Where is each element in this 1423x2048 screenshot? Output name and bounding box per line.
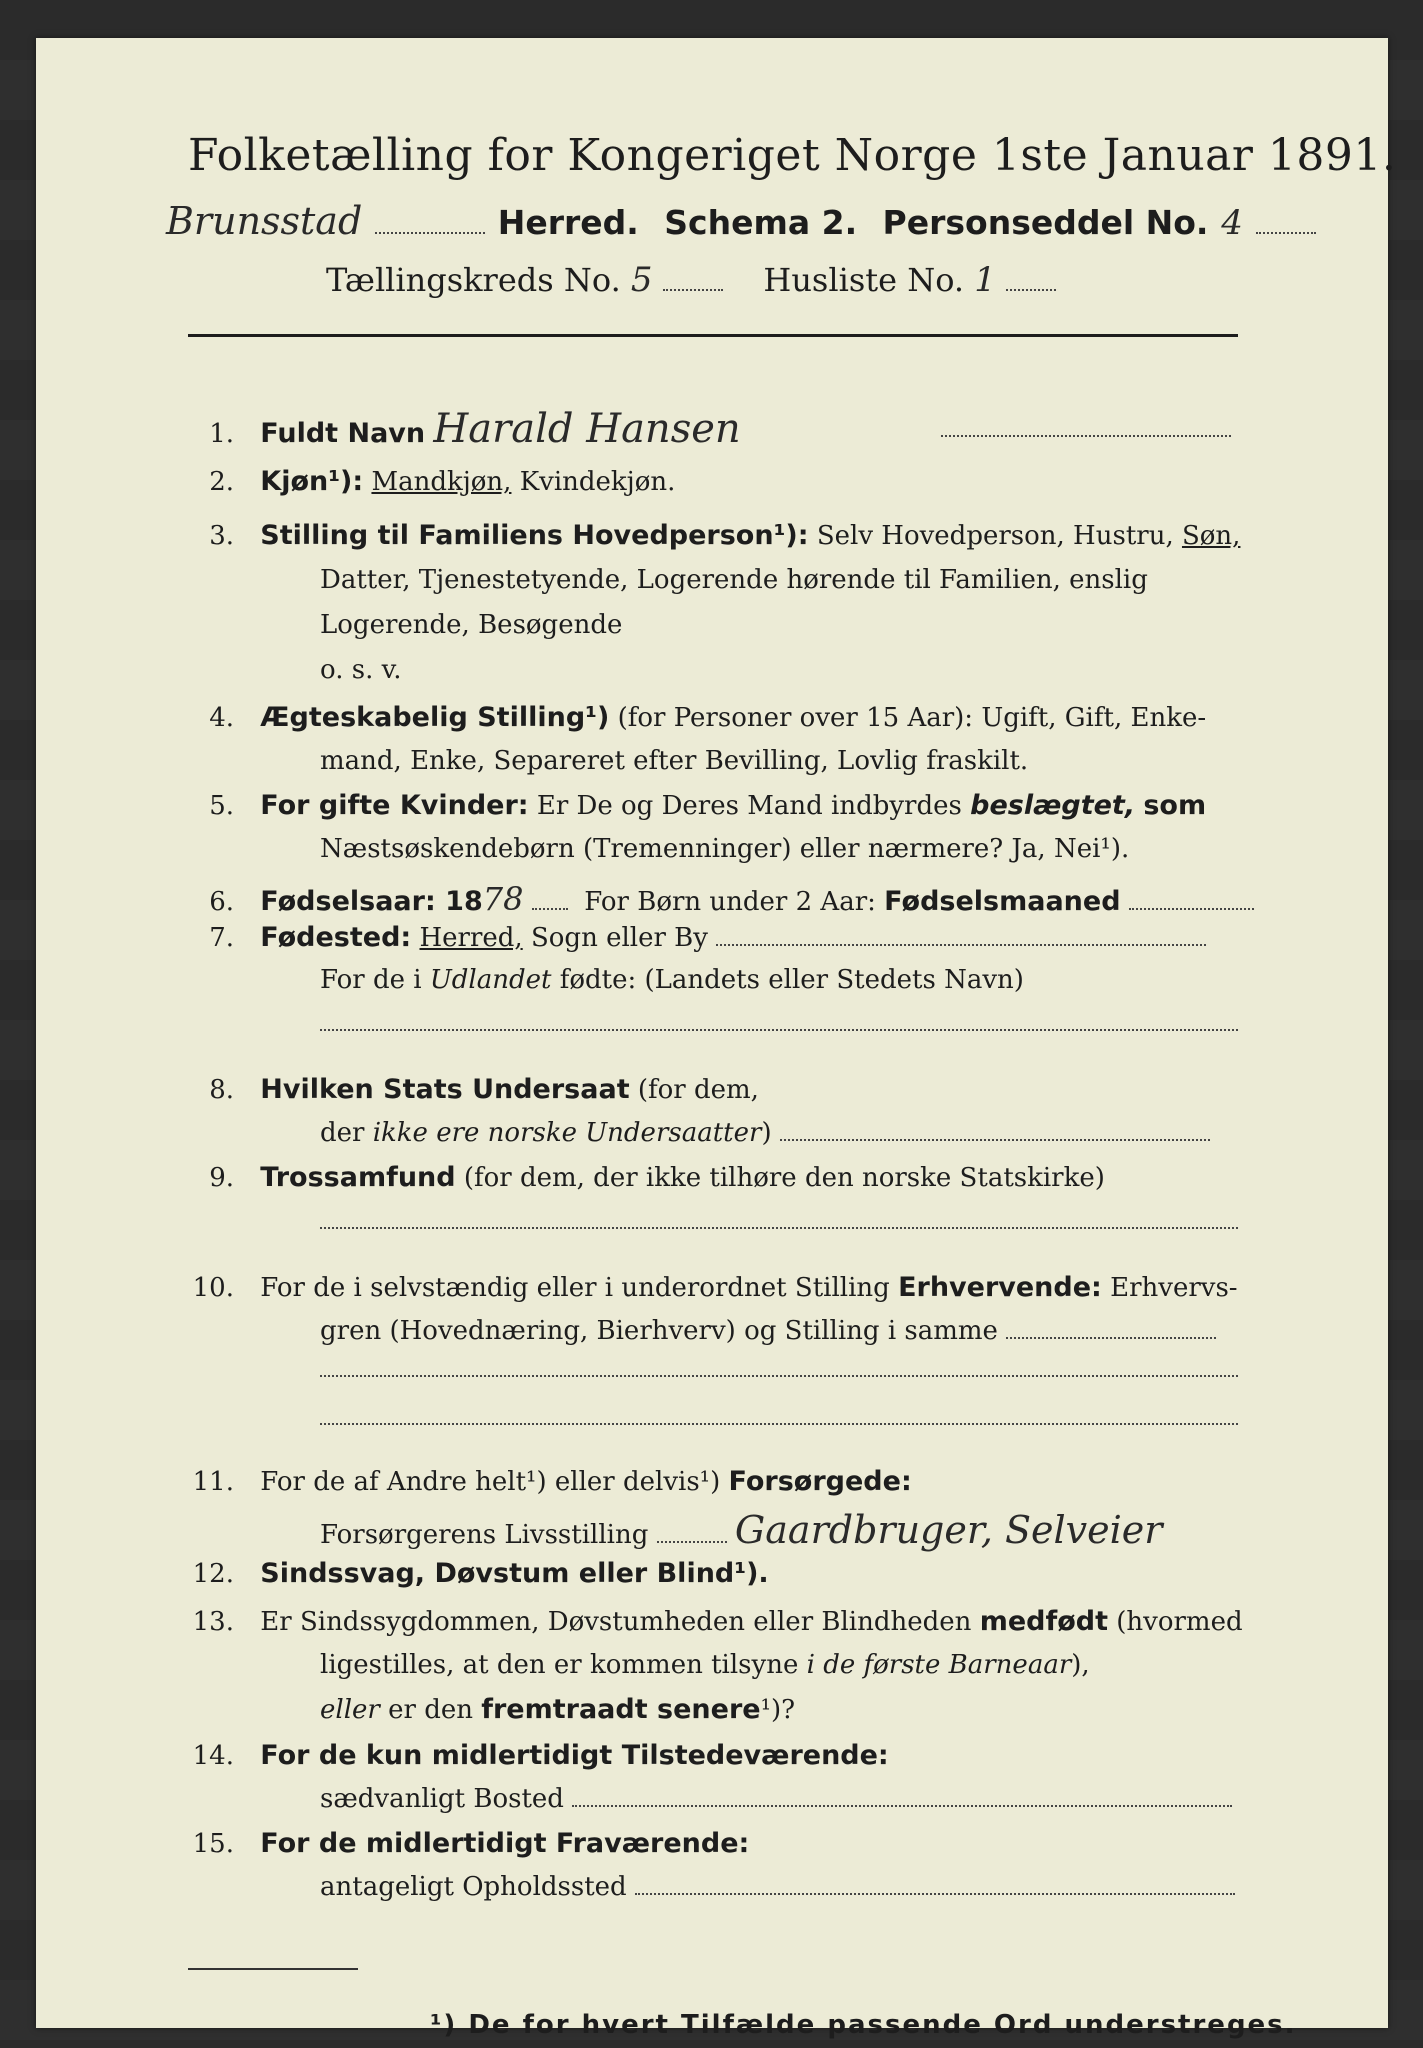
provider-occupation-label: Forsørgerens Livsstilling (320, 1520, 649, 1550)
personseddel-dots (1256, 231, 1316, 234)
birthplace-dots (716, 943, 1206, 946)
full-name-label: Fuldt Navn (260, 418, 426, 449)
item-15 (186, 1828, 749, 1859)
item-6 (186, 880, 1254, 918)
item-7-foreign (320, 965, 1024, 995)
footnote: ¹) De for hvert Tilfælde passende Ord understreges. (430, 2010, 1297, 2040)
item-12 (186, 1558, 769, 1589)
probable-residence-dots (635, 1892, 1235, 1895)
congenital-text-3-end: ¹)? (760, 1695, 796, 1725)
birth-year-dots (532, 907, 568, 910)
foreign-dots (320, 1028, 1238, 1031)
occupation-dots-2 (320, 1374, 1238, 1377)
full-name-dots (941, 434, 1231, 437)
item-14 (186, 1740, 889, 1771)
usual-residence-dots (572, 1804, 1232, 1807)
family-position-options: Selv Hovedperson, Hustru, (816, 521, 1174, 551)
herred-label: Herred. (497, 203, 639, 242)
married-women-question-end: som (1143, 790, 1207, 821)
item-number: 9. (209, 1163, 234, 1193)
husliste-dots (1006, 288, 1056, 291)
citizenship-suffix: ) (761, 1118, 772, 1148)
provider-occupation-value: Gaardbruger, Selveier (734, 1508, 1163, 1552)
occupation-condition-end: Erhvervs- (1110, 1273, 1238, 1303)
marital-status-options: (for Personer over 15 Aar): Ugift, Gift, Enke- (617, 703, 1207, 733)
foreign-prefix: For de i (320, 965, 422, 995)
citizenship-prefix: der (320, 1118, 365, 1148)
item-number: 5. (209, 791, 234, 821)
item-number: 10. (192, 1273, 234, 1303)
congenital-text-2-end: ), (1071, 1650, 1090, 1680)
item-number: 14. (192, 1741, 234, 1771)
family-position-options-2: Datter, Tjenestetyende, Logerende hørende til Familien, enslig (320, 565, 1148, 595)
birthplace-options: Sogn eller By (530, 923, 708, 953)
congenital-question-end: (hvormed (1116, 1607, 1243, 1637)
item-4 (186, 702, 1206, 733)
kreds-dots (663, 288, 723, 291)
family-position-label: Stilling til Familiens Hovedperson¹): (260, 520, 809, 551)
congenital-label: medfødt (979, 1606, 1108, 1637)
married-women-question: Er De og Deres Mand indbyrdes (536, 791, 962, 821)
congenital-text-3: er den (388, 1695, 473, 1725)
item-15-cont (320, 1872, 1235, 1902)
marital-status-label: Ægteskabelig Stilling¹) (260, 702, 610, 733)
item-3 (186, 520, 1240, 551)
form-title: Folketælling for Kongeriget Norge 1ste Januar 1891. (188, 130, 1397, 181)
item-number: 1. (209, 419, 234, 449)
census-form-sheet (36, 38, 1397, 2028)
personseddel-number: 4 (1221, 203, 1243, 243)
family-position-options-3: Logerende, Besøgende (320, 610, 623, 640)
birth-year-label: Fødselsaar: 18 (260, 886, 483, 917)
item-number: 7. (209, 923, 234, 953)
item-number: 13. (192, 1607, 234, 1637)
husliste-label: Husliste No. (763, 261, 965, 299)
kreds-line (326, 260, 1056, 300)
herred-handwritten: Brunsstad (166, 199, 363, 243)
marital-status-options-2: mand, Enke, Separeret efter Bevilling, Lovlig fraskilt. (320, 746, 1029, 776)
supported-condition: For de af Andre helt¹) eller delvis¹) (260, 1467, 721, 1497)
item-7 (186, 922, 1206, 953)
family-position-options-4: o. s. v. (320, 655, 402, 685)
item-number: 12. (192, 1559, 234, 1589)
schema-label: Schema 2. (664, 203, 858, 242)
related-word: beslægtet, (970, 790, 1136, 821)
foreign-suffix: fødte: (Landets eller Stedets Navn) (559, 965, 1024, 995)
footnote-separator (188, 1968, 358, 1970)
item-number: 3. (209, 521, 234, 551)
birth-year-value: 78 (482, 880, 524, 918)
occupation-label: Erhvervende: (898, 1272, 1102, 1303)
item-8-cont (320, 1118, 1210, 1148)
family-position-selected: Søn, (1181, 521, 1241, 551)
item-13-cont-2 (320, 1694, 795, 1725)
herred-line (166, 198, 1316, 244)
temporary-absent-label: For de midlertidigt Fraværende: (260, 1828, 750, 1859)
item-11-cont (320, 1508, 1162, 1552)
item-number: 6. (209, 887, 234, 917)
sex-label: Kjøn¹): (260, 466, 364, 497)
birthplace-selected: Herred, (419, 923, 523, 953)
sex-option-male-selected: Mandkjøn, (371, 467, 512, 497)
congenital-text-2: ligestilles, at den er kommen tilsyne (320, 1650, 799, 1680)
kreds-number: 5 (630, 260, 653, 300)
item-1 (186, 406, 741, 452)
later-label: fremtraadt senere (481, 1694, 761, 1725)
item-number: 15. (192, 1829, 234, 1859)
personseddel-label: Personseddel No. (882, 203, 1209, 242)
citizenship-italic: ikke ere norske Undersaatter (372, 1118, 762, 1148)
husliste-number: 1 (974, 260, 996, 300)
religion-condition: (for dem, der ikke tilhøre den norske Statskirke) (463, 1163, 1105, 1193)
occupation-condition: For de i selvstændig eller i underordnet Stilling (260, 1273, 890, 1303)
supported-label: Forsørgede: (728, 1466, 912, 1497)
item-11 (186, 1466, 912, 1497)
citizenship-label: Hvilken Stats Undersaat (260, 1074, 630, 1105)
usual-residence-label: sædvanligt Bosted (320, 1784, 564, 1814)
citizenship-condition: (for dem, (637, 1075, 759, 1105)
item-number: 2. (209, 467, 234, 497)
header-rule (188, 334, 1238, 337)
item-9 (186, 1162, 1105, 1193)
kreds-label: Tællingskreds No. (326, 261, 621, 299)
full-name-value: Harald Hansen (433, 406, 741, 452)
item-13 (186, 1606, 1243, 1637)
item-13-cont (320, 1650, 1090, 1680)
probable-residence-label: antageligt Opholdssted (320, 1872, 627, 1902)
item-number: 11. (192, 1467, 234, 1497)
married-women-label: For gifte Kvinder: (260, 790, 529, 821)
birth-month-dots (1129, 907, 1254, 910)
birth-month-condition: For Børn under 2 Aar: (584, 887, 876, 917)
item-10 (186, 1272, 1238, 1303)
temporary-present-label: For de kun midlertidigt Tilstedeværende: (260, 1740, 889, 1771)
married-women-question-2: Næstsøskendebørn (Tremenninger) eller nærmere? Ja, Nei¹). (320, 834, 1130, 864)
item-number: 8. (209, 1075, 234, 1105)
occupation-dots (1006, 1336, 1216, 1339)
item-14-cont (320, 1784, 1232, 1814)
religion-dots (320, 1226, 1238, 1229)
item-10-cont (320, 1316, 1216, 1346)
provider-occupation-dots (657, 1540, 727, 1543)
item-8 (186, 1074, 759, 1105)
herred-dots (375, 231, 485, 234)
disability-label: Sindssvag, Døvstum eller Blind¹). (260, 1558, 769, 1589)
item-number: 4. (209, 703, 234, 733)
sex-option-female: Kvindekjøn. (519, 467, 676, 497)
item-2 (186, 466, 675, 497)
religion-label: Trossamfund (260, 1162, 456, 1193)
foreign-word: Udlandet (429, 965, 552, 995)
congenital-or: eller (320, 1695, 380, 1725)
citizenship-dots (780, 1138, 1210, 1141)
congenital-question: Er Sindssygdommen, Døvstumheden eller Blindheden (260, 1607, 972, 1637)
occupation-dots-3 (320, 1422, 1238, 1425)
birth-month-label: Fødselsmaaned (884, 886, 1121, 917)
congenital-italic: i de første Barneaar (806, 1650, 1072, 1680)
occupation-branch: gren (Hovednæring, Bierhverv) og Stilling i samme (320, 1316, 998, 1346)
item-5 (186, 790, 1206, 821)
birthplace-label: Fødested: (260, 922, 412, 953)
